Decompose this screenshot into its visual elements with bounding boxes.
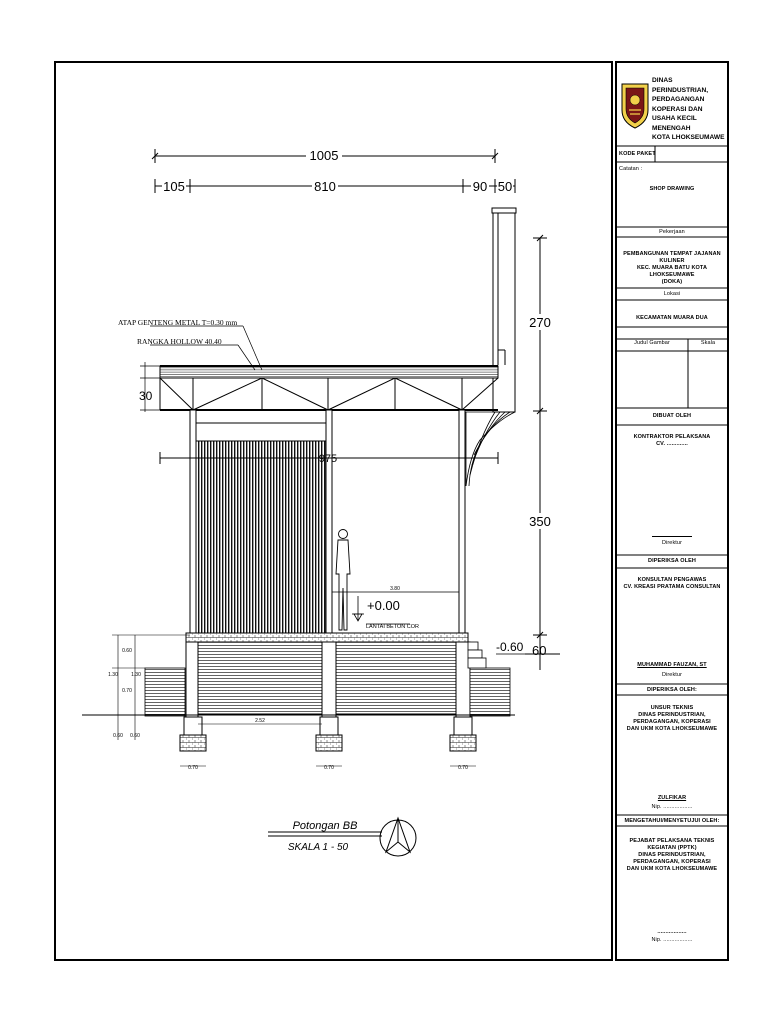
dim-left-1: 0.60 [122, 648, 132, 654]
signature-line-1 [652, 532, 692, 537]
annotation-frame: RANGKA HOLLOW 40.40 [137, 337, 222, 346]
judul-gambar-label: Judul Gambar [634, 340, 670, 346]
north-arrow-icon [380, 818, 416, 856]
direktur-label-1: Direktur [661, 540, 683, 546]
dim-left-4: 1.30 [131, 672, 141, 678]
dibuat-label: DIBUAT OLEH [652, 413, 692, 419]
agency-line-2: PERDAGANGAN KOPERASI DAN [652, 96, 705, 113]
pptk-line-2: DINAS PERINDUSTRIAN, PERDAGANGAN, KOPERASI [633, 851, 711, 865]
ground-right [470, 668, 510, 716]
konsultan-line-1: KONSULTAN PENGAWAS [637, 577, 707, 583]
agency-logo [622, 84, 648, 128]
pekerjaan-label: Pekerjaan [659, 229, 685, 235]
pekerjaan-line-1: PEMBANGUNAN TEMPAT JAJANAN KULINER [623, 251, 721, 264]
signer-2: ZULFIKAR [657, 795, 687, 801]
level-floor-note: LANTAI BETON COR [366, 624, 419, 630]
dim-seg-3: 90 [472, 179, 488, 194]
signer-3: .................. [657, 929, 687, 935]
pekerjaan-line-2: KEC. MUARA BATU KOTA LHOKSEUMAWE [636, 264, 708, 278]
dim-seg-2: 810 [314, 179, 336, 194]
diperiksa-label: DIPERIKSA OLEH [648, 558, 696, 564]
dim-footing-2: 0.70 [324, 765, 334, 771]
catatan-label: Catatan : [619, 166, 643, 172]
dim-span-2: 3.80 [390, 586, 400, 592]
right-dimension-lines [525, 235, 560, 670]
kontraktor [616, 434, 728, 448]
slatted-wall-panel [196, 441, 326, 633]
dim-seg-4: 50 [497, 179, 513, 194]
dim-right-roof: 270 [529, 315, 551, 330]
unsur-teknis [616, 705, 728, 733]
level-floor: +0.00 [367, 598, 400, 613]
kode-paket-label: KODE PAKET [619, 151, 656, 157]
menyetujui-label: MENGETAHUI/MENYETUJUI OLEH: [624, 818, 720, 824]
level-ground: -0.60 [496, 640, 524, 654]
skala-label: Skala [700, 340, 716, 346]
unsur-line-2: DINAS PERINDUSTRIAN, PERDAGANGAN, KOPERASI [633, 711, 711, 725]
dim-footing-1: 0.70 [188, 765, 198, 771]
lokasi-value: KECAMATAN MUARA DUA [636, 315, 708, 321]
unsur-line-3: DAN UKM KOTA LHOKSEUMAWE [626, 725, 718, 732]
section-title-lines [268, 832, 382, 836]
footings [180, 717, 476, 751]
nip-2: Nip. .................. [651, 937, 693, 943]
dim-footing-3: 0.70 [458, 765, 468, 771]
pekerjaan-value [616, 251, 728, 285]
signer-1: MUHAMMAD FAUZAN, ST [637, 662, 707, 668]
konsultan [616, 577, 728, 591]
agency-line-3: USAHA KECIL MENENGAH [652, 115, 697, 132]
agency-line-4: KOTA LHOKSEUMAWE [652, 134, 725, 142]
agency-line-1: DINAS PERINDUSTRIAN, [652, 77, 709, 94]
pptk-line-3: DAN UKM KOTA LHOKSEUMAWE [626, 865, 718, 872]
dim-left-6: 0.60 [130, 733, 140, 739]
dim-inner: 975 [318, 453, 338, 465]
dim-right-wall: 350 [529, 514, 551, 529]
catatan-value: SHOP DRAWING [649, 186, 695, 192]
dim-roof-thickness: 30 [139, 389, 153, 403]
pptk-line-1: PEJABAT PELAKSANA TEKNIS KEGIATAN (PPTK) [629, 838, 715, 851]
section-title: Potongan BB [292, 820, 358, 832]
floor-slab [186, 633, 468, 642]
dim-left-3: 0.70 [122, 688, 132, 694]
dim-right-base: 60 [532, 643, 547, 658]
dim-seg-1: 105 [163, 179, 185, 194]
section-scale: SKALA 1 - 50 [287, 842, 349, 853]
nip-1: Nip. .................. [651, 804, 693, 810]
annotation-roof: ATAP GENTENG METAL T=0.30 mm [118, 318, 238, 327]
title-block-frame [616, 62, 728, 960]
dim-left-5: 0.60 [113, 733, 123, 739]
ground-left [145, 668, 185, 716]
canopy-bracket [462, 412, 515, 486]
dim-span-1: 2.52 [255, 718, 265, 724]
kontraktor-line-1: KONTRAKTOR PELAKSANA [633, 434, 711, 440]
dim-left-2: 1.30 [108, 672, 118, 678]
kontraktor-line-2: CV. ............. [656, 440, 688, 447]
diperiksa-label-2: DIPERIKSA OLEH: [647, 687, 697, 693]
direktur-label-2: Direktur [661, 672, 683, 678]
pekerjaan-line-3: (DOKA) [661, 278, 683, 285]
wall-header [196, 423, 326, 441]
unsur-line-1: UNSUR TEKNIS [650, 705, 694, 711]
entry-steps [468, 642, 486, 668]
roof-truss [160, 366, 498, 410]
agency-name [652, 76, 728, 143]
konsultan-line-2: CV. KREASI PRATAMA CONSULTAN [623, 583, 721, 590]
parapet-wall [492, 208, 516, 412]
lokasi-label: Lokasi [663, 291, 681, 297]
dim-overall: 1005 [309, 148, 339, 163]
human-scale-figure [336, 530, 350, 631]
pptk [616, 838, 728, 872]
